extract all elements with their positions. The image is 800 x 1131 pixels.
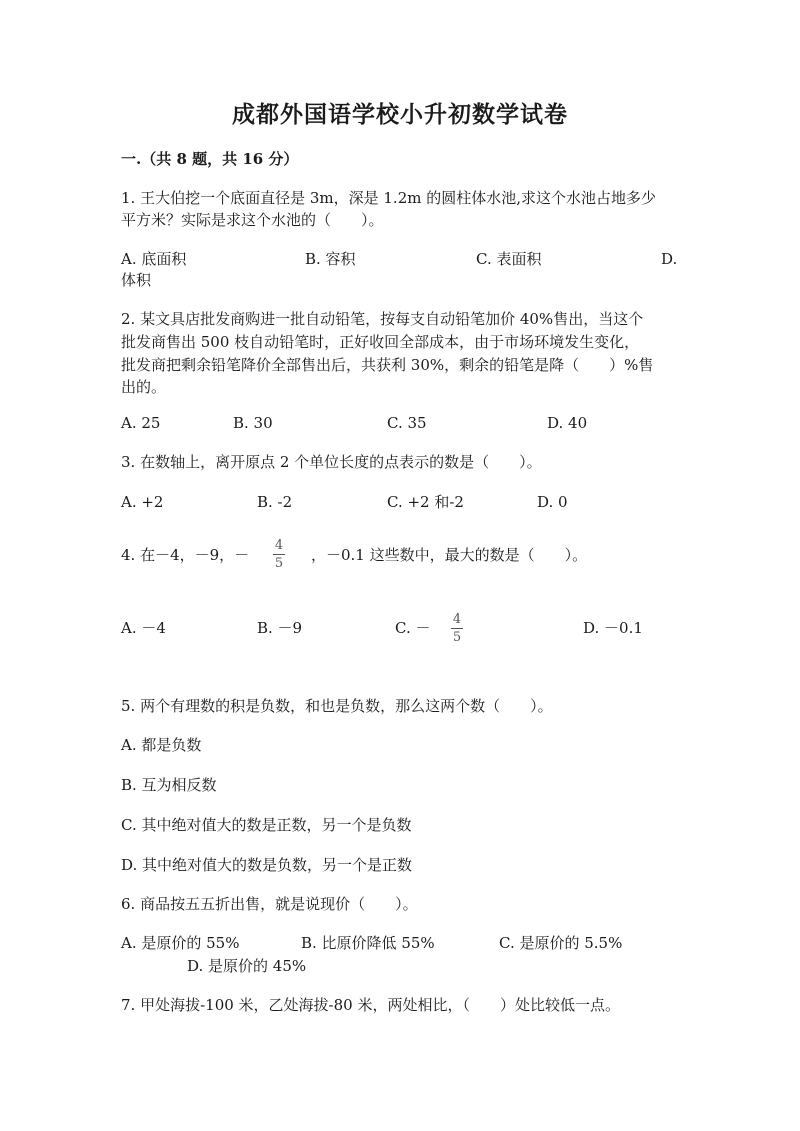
question-text: 出的。 xyxy=(121,378,167,396)
option-d: D. －0.1 xyxy=(583,619,643,637)
section-header: 一.（共 8 题，共 16 分） xyxy=(121,150,299,168)
question-text: 3. 在数轴上，离开原点 2 个单位长度的点表示的数是（ ）。 xyxy=(121,453,542,471)
fraction-numerator: 4 xyxy=(274,538,284,553)
option-b: B. 互为相反数 xyxy=(121,776,217,794)
fraction-denominator: 5 xyxy=(274,556,284,571)
question-text: 4. 在－4，－9，－ xyxy=(121,546,250,564)
option-d: D. 其中绝对值大的数是负数，另一个是正数 xyxy=(121,856,413,874)
option-a: A. 都是负数 xyxy=(121,736,202,754)
question-text: 7. 甲处海拔-100 米，乙处海拔-80 米，两处相比，（ ）处比较低一点。 xyxy=(121,996,620,1014)
option-c: C. +2 和-2 xyxy=(387,493,464,511)
fraction-denominator: 5 xyxy=(452,630,462,645)
option-b: B. 30 xyxy=(233,414,273,432)
option-a: A. －4 xyxy=(121,619,166,637)
option-a: A. 25 xyxy=(121,414,161,432)
question-text: 批发商售出 500 枝自动铅笔时，正好收回全部成本，由于市场环境发生变化， xyxy=(121,333,640,351)
question-text: 平方米？实际是求这个水池的（ ）。 xyxy=(121,211,384,229)
option-c: C. 其中绝对值大的数是正数，另一个是负数 xyxy=(121,816,412,834)
option-d-text: 体积 xyxy=(121,271,152,289)
question-text: 1. 王大伯挖一个底面直径是 3m，深是 1.2m 的圆柱体水池,求这个水池占地多少 xyxy=(121,189,657,207)
option-d: D. xyxy=(661,250,678,268)
option-c: C. 表面积 xyxy=(476,250,542,268)
option-d: D. 40 xyxy=(547,414,588,432)
option-b: B. 容积 xyxy=(305,250,356,268)
option-d: D. 0 xyxy=(537,493,568,511)
option-b: B. -2 xyxy=(257,493,293,511)
option-a: A. 底面积 xyxy=(121,250,187,268)
fraction xyxy=(273,538,285,571)
question-text: ，－0.1 这些数中，最大的数是（ ）。 xyxy=(311,546,588,564)
exam-title: 成都外国语学校小升初数学试卷 xyxy=(232,101,568,128)
option-d: D. 是原价的 45% xyxy=(187,957,307,975)
question-text: 6. 商品按五五折出售，就是说现价（ ）。 xyxy=(121,895,418,913)
option-b: B. －9 xyxy=(257,619,303,637)
fraction-numerator: 4 xyxy=(452,612,462,627)
option-b: B. 比原价降低 55% xyxy=(301,934,435,952)
option-a: A. 是原价的 55% xyxy=(121,934,240,952)
fraction xyxy=(451,612,463,645)
option-a: A. +2 xyxy=(121,493,164,511)
option-c: C. － xyxy=(395,619,431,637)
option-c: C. 是原价的 5.5% xyxy=(499,934,623,952)
option-c: C. 35 xyxy=(387,414,427,432)
fraction-bar xyxy=(451,628,463,629)
question-text: 批发商把剩余铅笔降价全部售出后，共获利 30%，剩余的铅笔是降（ ）%售 xyxy=(121,356,654,374)
question-text: 5. 两个有理数的积是负数，和也是负数，那么这两个数（ ）。 xyxy=(121,697,553,715)
question-text: 2. 某文具店批发商购进一批自动铅笔，按每支自动铅笔加价 40%售出，当这个 xyxy=(121,310,644,328)
fraction-bar xyxy=(273,554,285,555)
